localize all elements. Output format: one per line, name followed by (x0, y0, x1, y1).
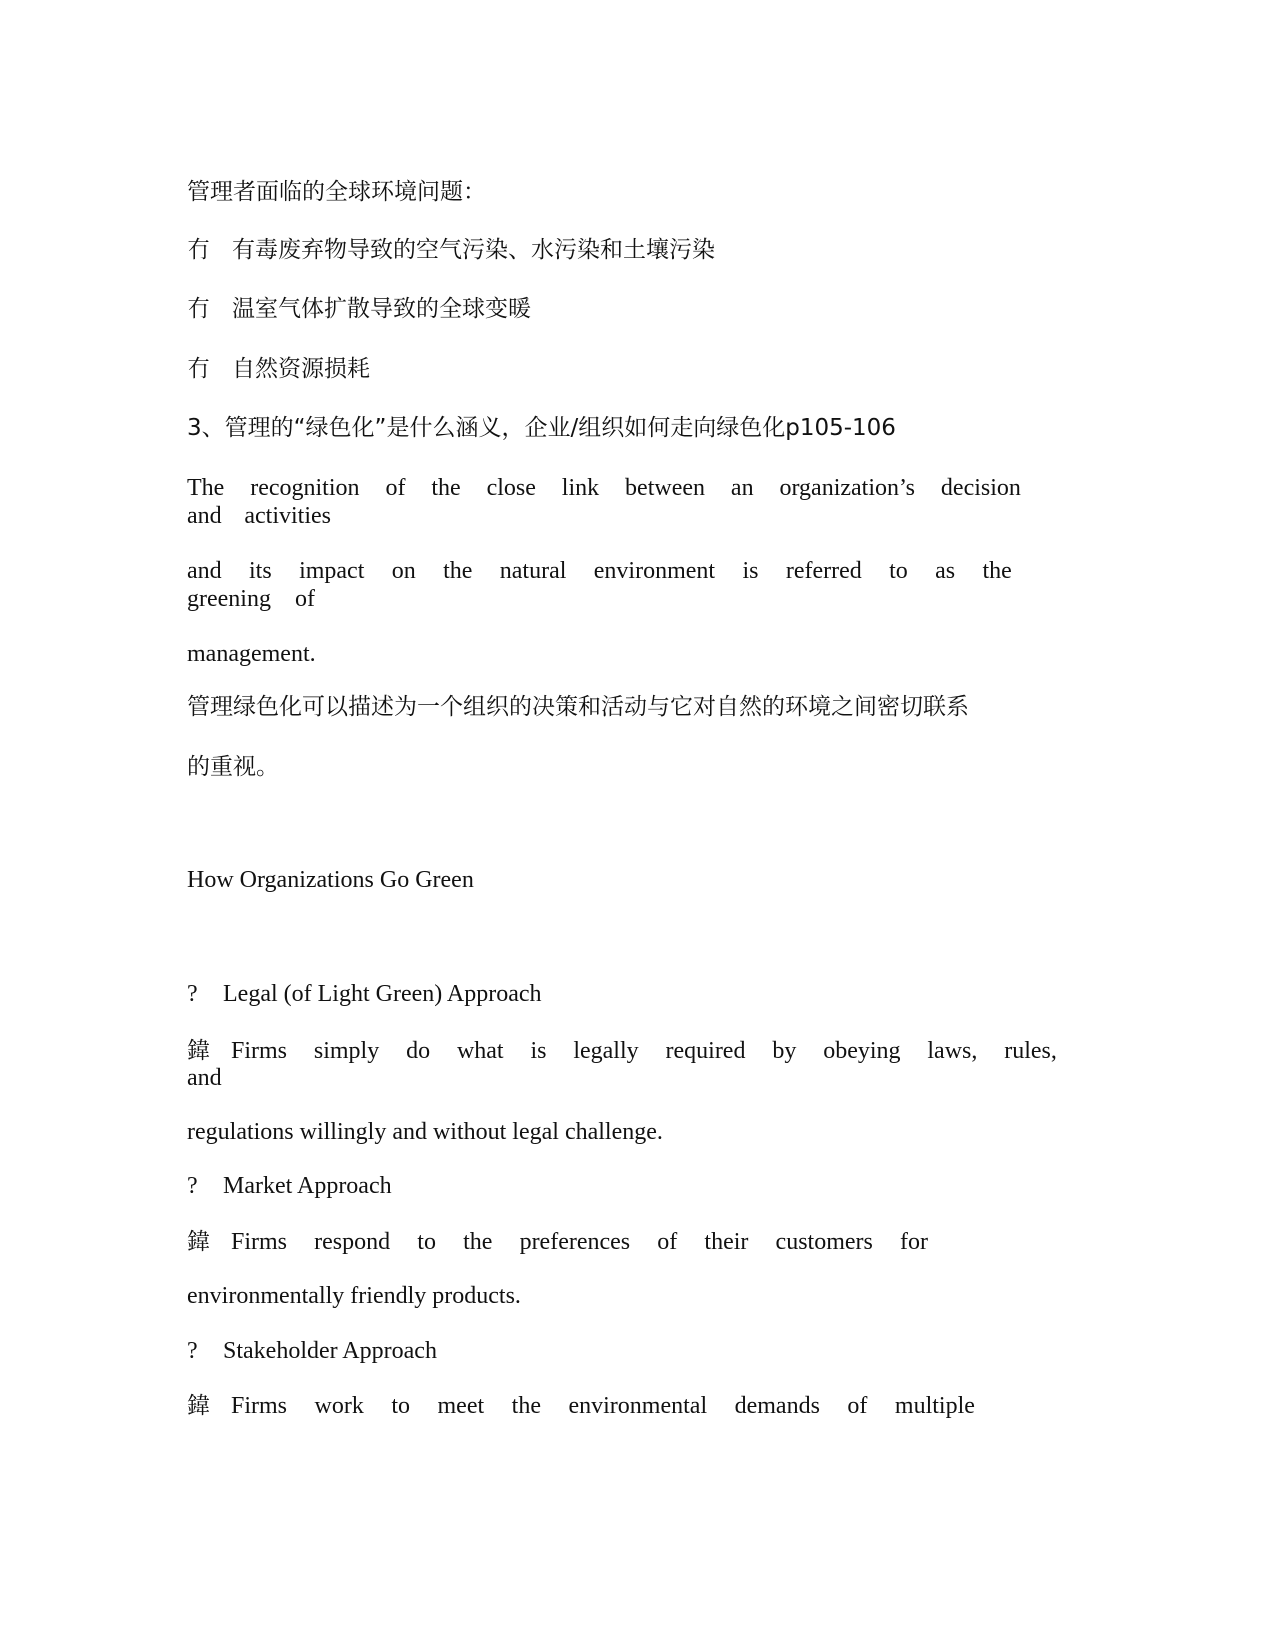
greening-en-line3 (187, 557, 1012, 585)
word: their (704, 1229, 749, 1255)
word: the (443, 558, 473, 584)
question-mark-icon: ? (187, 1338, 198, 1364)
word: Firms (231, 1229, 288, 1255)
word: Firms (231, 1393, 288, 1419)
word: organization’s (779, 475, 916, 501)
approach-legal-line2: and (187, 1065, 222, 1091)
word: respond (314, 1229, 391, 1255)
word: do (406, 1038, 431, 1064)
word: and (187, 503, 222, 529)
approach-stakeholder-title (187, 1337, 437, 1365)
word: recognition (250, 475, 360, 501)
word: its (249, 558, 272, 584)
approach-title: Stakeholder Approach (223, 1338, 437, 1364)
word: an (730, 475, 754, 501)
word: laws, (927, 1038, 978, 1064)
greening-en-line2 (187, 502, 331, 530)
approach-market-words (231, 1228, 928, 1256)
word: the (463, 1229, 493, 1255)
approach-legal-words (231, 1037, 1057, 1065)
word: close (486, 475, 536, 501)
word: environmental (568, 1393, 708, 1419)
approach-legal-line1 (187, 1037, 1057, 1065)
word: impact (299, 558, 365, 584)
word: the (982, 558, 1012, 584)
word: to (417, 1229, 436, 1255)
word: for (900, 1229, 928, 1255)
bullet-glyph: 鍏 (187, 1229, 210, 1255)
word: between (625, 475, 706, 501)
word: on (391, 558, 416, 584)
issues-heading: 管理者面临的全球环境问题： (187, 179, 486, 205)
question-3: 3、管理的“绿色化”是什么涵义，企业/组织如何走向绿色化p105-106 (187, 415, 896, 441)
bullet-glyph: 冇 (187, 237, 210, 263)
word: of (295, 586, 315, 612)
word: legally (573, 1038, 639, 1064)
greening-cn-line1: 管理绿色化可以描述为一个组织的决策和活动与它对自然的环境之间密切联系 (187, 694, 969, 720)
word: meet (437, 1393, 485, 1419)
word: decision (940, 475, 1021, 501)
approach-title: Market Approach (223, 1173, 392, 1199)
word: to (889, 558, 908, 584)
word: greening (187, 586, 271, 612)
approach-legal-title (187, 980, 542, 1008)
approach-market-line2: environmentally friendly products. (187, 1283, 521, 1309)
word: Firms (231, 1038, 288, 1064)
issue-text: 温室气体扩散导致的全球变暖 (232, 296, 531, 322)
greening-en-line4 (187, 585, 315, 613)
approach-stakeholder-line1 (187, 1392, 975, 1420)
approach-stakeholder-words (231, 1392, 975, 1420)
question-mark-icon: ? (187, 981, 198, 1007)
word: demands (734, 1393, 820, 1419)
word: is (742, 558, 759, 584)
word: is (530, 1038, 547, 1064)
word: link (561, 475, 600, 501)
word: obeying (823, 1038, 901, 1064)
word: activities (244, 503, 331, 529)
section-heading: How Organizations Go Green (187, 867, 474, 893)
word: as (935, 558, 956, 584)
bullet-glyph: 鍏 (187, 1393, 210, 1419)
issue-item (187, 236, 715, 264)
greening-en-line5: management. (187, 641, 316, 667)
word: the (511, 1393, 541, 1419)
word: what (456, 1038, 504, 1064)
word: multiple (894, 1393, 975, 1419)
approach-title: Legal (of Light Green) Approach (223, 981, 542, 1007)
bullet-glyph: 冇 (187, 356, 210, 382)
word: environment (593, 558, 716, 584)
approach-market-title (187, 1172, 392, 1200)
issue-item (187, 355, 370, 383)
word: to (391, 1393, 411, 1419)
word: of (847, 1393, 868, 1419)
bullet-glyph: 冇 (187, 296, 210, 322)
question-mark-icon: ? (187, 1173, 198, 1199)
approach-legal-line3: regulations willingly and without legal challenge. (187, 1119, 663, 1145)
word: preferences (519, 1229, 631, 1255)
issue-text: 自然资源损耗 (232, 356, 370, 382)
word: rules, (1004, 1038, 1057, 1064)
word: natural (499, 558, 567, 584)
word: and (187, 558, 222, 584)
word: referred (785, 558, 862, 584)
word: required (665, 1038, 746, 1064)
word: The (187, 475, 225, 501)
bullet-glyph: 鍏 (187, 1038, 210, 1064)
greening-en-line1 (187, 474, 1021, 502)
word: of (385, 475, 406, 501)
word: work (314, 1393, 364, 1419)
approach-market-line1 (187, 1228, 928, 1256)
word: simply (313, 1038, 380, 1064)
greening-cn-line2: 的重视。 (187, 754, 279, 780)
word: the (431, 475, 461, 501)
word: customers (775, 1229, 873, 1255)
issue-item (187, 295, 531, 323)
word: by (772, 1038, 797, 1064)
issue-text: 有毒废弃物导致的空气污染、水污染和土壤污染 (232, 237, 715, 263)
word: of (657, 1229, 678, 1255)
